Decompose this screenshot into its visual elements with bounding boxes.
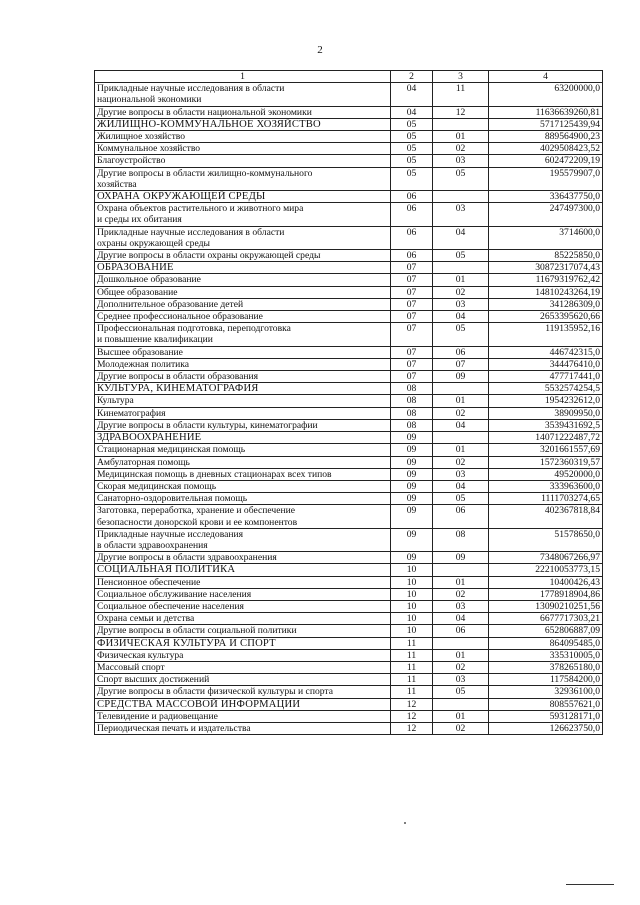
row-amount: 119135952,16 <box>489 323 603 346</box>
row-name-line: охраны окружающей среды <box>97 237 210 249</box>
row-subsection-code: 03 <box>433 600 489 612</box>
row-amount: 11636639260,81 <box>489 106 603 118</box>
row-name-line: Санаторно-оздоровительная помощь <box>97 493 248 505</box>
row-section-code: 08 <box>391 383 433 395</box>
row-amount: 10400426,43 <box>489 576 603 588</box>
budget-table <box>94 70 603 735</box>
row-subsection-code: 03 <box>433 298 489 310</box>
row-name-line: Прикладные научные исследования в области <box>97 83 285 95</box>
row-section-code: 06 <box>391 226 433 249</box>
row-subsection-code: 06 <box>433 505 489 528</box>
row-name-line: и среды их обитания <box>97 214 182 226</box>
row-name-line: ЖИЛИЩНО-КОММУНАЛЬНОЕ ХОЗЯЙСТВО <box>97 118 321 130</box>
row-section-code: 12 <box>391 722 433 734</box>
row-name-line: национальной экономики <box>97 94 202 106</box>
row-amount: 1778918904,86 <box>489 588 603 600</box>
row-name-cell <box>95 395 391 407</box>
section-row <box>95 262 603 274</box>
table-row <box>95 131 603 143</box>
row-name-line: Высшее образование <box>97 346 183 358</box>
row-name-cell <box>95 323 391 346</box>
row-name-cell <box>95 456 391 468</box>
row-amount: 402367818,84 <box>489 505 603 528</box>
table-row <box>95 468 603 480</box>
row-section-code: 09 <box>391 552 433 564</box>
row-amount: 38909950,0 <box>489 407 603 419</box>
row-name-line: Культура <box>97 395 134 407</box>
row-section-code: 09 <box>391 528 433 551</box>
row-name-cell <box>95 505 391 528</box>
row-amount: 13090210251,56 <box>489 600 603 612</box>
row-section-code: 10 <box>391 576 433 588</box>
row-name-line: Физическая культура <box>97 649 184 661</box>
table-row <box>95 395 603 407</box>
row-subsection-code: 04 <box>433 311 489 323</box>
row-name-cell <box>95 298 391 310</box>
row-name-line: Дошкольное образование <box>97 274 201 286</box>
row-name-cell <box>95 722 391 734</box>
row-name-line: Стационарная медицинская помощь <box>97 444 246 456</box>
row-subsection-code: 02 <box>433 588 489 600</box>
row-amount: 126623750,0 <box>489 722 603 734</box>
row-section-code: 11 <box>391 649 433 661</box>
row-name-cell <box>95 155 391 167</box>
row-subsection-code: 12 <box>433 106 489 118</box>
row-name-line: Прикладные научные исследования <box>97 528 244 540</box>
table-row <box>95 600 603 612</box>
row-name-line: ОБРАЗОВАНИЕ <box>97 262 174 274</box>
row-section-code: 07 <box>391 262 433 274</box>
row-section-code: 07 <box>391 358 433 370</box>
row-amount: 593128171,0 <box>489 710 603 722</box>
row-section-code: 10 <box>391 613 433 625</box>
row-name-line: Спорт высших достижений <box>97 674 210 686</box>
row-section-code: 12 <box>391 710 433 722</box>
row-name-cell <box>95 552 391 564</box>
row-subsection-code: 05 <box>433 167 489 190</box>
row-name-line: Другие вопросы в области жилищно-коммунального <box>97 167 313 179</box>
row-subsection-code: 08 <box>433 528 489 551</box>
row-name-cell <box>95 346 391 358</box>
row-subsection-code: 03 <box>433 155 489 167</box>
row-name-cell <box>95 383 391 395</box>
row-subsection-code: 02 <box>433 407 489 419</box>
row-amount: 341286309,0 <box>489 298 603 310</box>
table-row <box>95 528 603 551</box>
row-section-code: 10 <box>391 625 433 637</box>
row-name-line: Массовый спорт <box>97 661 165 673</box>
row-name-cell <box>95 710 391 722</box>
row-section-code: 08 <box>391 407 433 419</box>
row-section-code: 11 <box>391 637 433 649</box>
row-amount: 864095485,0 <box>489 637 603 649</box>
row-name-line: Социальное обеспечение населения <box>97 600 244 612</box>
row-name-cell <box>95 191 391 203</box>
row-name-line: Периодическая печать и издательства <box>97 722 251 734</box>
row-name-line: Кинематография <box>97 407 166 419</box>
table-row <box>95 203 603 226</box>
row-section-code: 09 <box>391 493 433 505</box>
row-name-line: Другие вопросы в области охраны окружающей среды <box>97 250 321 262</box>
row-section-code: 09 <box>391 468 433 480</box>
row-subsection-code: 01 <box>433 710 489 722</box>
row-name-line: Другие вопросы в области физической культуры и спорта <box>97 686 333 698</box>
table-row <box>95 298 603 310</box>
row-subsection-code: 01 <box>433 444 489 456</box>
row-name-line: Заготовка, переработка, хранение и обеспечение <box>97 505 295 517</box>
row-name-cell <box>95 419 391 431</box>
table-row <box>95 358 603 370</box>
row-section-code: 05 <box>391 143 433 155</box>
row-name-line: ЗДРАВООХРАНЕНИЕ <box>97 432 202 444</box>
row-subsection-code: 04 <box>433 226 489 249</box>
table-row <box>95 686 603 698</box>
row-name-line: хозяйства <box>97 178 137 190</box>
row-subsection-code <box>433 432 489 444</box>
row-amount: 336437750,0 <box>489 191 603 203</box>
row-name-line: ФИЗИЧЕСКАЯ КУЛЬТУРА И СПОРТ <box>97 637 276 649</box>
row-amount: 335310005,0 <box>489 649 603 661</box>
row-name-cell <box>95 674 391 686</box>
row-amount: 49520000,0 <box>489 468 603 480</box>
row-name-cell <box>95 698 391 710</box>
table-row <box>95 407 603 419</box>
row-subsection-code: 01 <box>433 576 489 588</box>
table-row <box>95 552 603 564</box>
row-name-line: Жилищное хозяйство <box>97 131 186 143</box>
row-section-code: 07 <box>391 286 433 298</box>
row-section-code: 07 <box>391 311 433 323</box>
row-section-code: 11 <box>391 661 433 673</box>
header-col-3: 3 <box>433 71 489 83</box>
row-subsection-code: 03 <box>433 674 489 686</box>
row-name-line: Охрана объектов растительного и животного мира <box>97 203 304 215</box>
table-row <box>95 106 603 118</box>
row-subsection-code <box>433 262 489 274</box>
row-amount: 3714600,0 <box>489 226 603 249</box>
row-amount: 63200000,0 <box>489 83 603 106</box>
row-name-cell <box>95 637 391 649</box>
row-name-line: в области здравоохранения <box>97 539 208 551</box>
row-section-code: 05 <box>391 118 433 130</box>
table-row <box>95 311 603 323</box>
row-name-cell <box>95 131 391 143</box>
row-amount: 1111703274,65 <box>489 493 603 505</box>
table-row <box>95 155 603 167</box>
row-amount: 117584200,0 <box>489 674 603 686</box>
row-section-code: 06 <box>391 203 433 226</box>
row-amount: 1954232612,0 <box>489 395 603 407</box>
row-amount: 85225850,0 <box>489 250 603 262</box>
table-row <box>95 722 603 734</box>
table-row <box>95 419 603 431</box>
row-name-line: и повышение квалификации <box>97 334 213 346</box>
row-section-code: 11 <box>391 674 433 686</box>
row-section-code: 05 <box>391 167 433 190</box>
row-amount: 602472209,19 <box>489 155 603 167</box>
row-amount: 30872317074,43 <box>489 262 603 274</box>
row-section-code: 05 <box>391 155 433 167</box>
row-subsection-code: 02 <box>433 661 489 673</box>
row-section-code: 10 <box>391 564 433 576</box>
row-section-code: 06 <box>391 250 433 262</box>
row-name-cell <box>95 262 391 274</box>
header-col-1: 1 <box>95 71 391 83</box>
row-name-cell <box>95 286 391 298</box>
table-row <box>95 444 603 456</box>
row-subsection-code: 07 <box>433 358 489 370</box>
row-section-code: 07 <box>391 323 433 346</box>
row-subsection-code <box>433 191 489 203</box>
row-name-line: Пенсионное обеспечение <box>97 576 201 588</box>
row-section-code: 07 <box>391 274 433 286</box>
row-amount: 889564900,23 <box>489 131 603 143</box>
row-name-cell <box>95 493 391 505</box>
row-name-line: КУЛЬТУРА, КИНЕМАТОГРАФИЯ <box>97 383 259 395</box>
row-name-cell <box>95 250 391 262</box>
row-amount: 7348067266,97 <box>489 552 603 564</box>
row-subsection-code: 02 <box>433 143 489 155</box>
table-row <box>95 480 603 492</box>
footer-line <box>566 884 614 885</box>
table-row <box>95 505 603 528</box>
row-name-cell <box>95 576 391 588</box>
row-name-line: Прикладные научные исследования в области <box>97 226 285 238</box>
table-row <box>95 613 603 625</box>
row-subsection-code: 01 <box>433 395 489 407</box>
table-row <box>95 323 603 346</box>
row-name-cell <box>95 564 391 576</box>
row-amount: 1572360319,57 <box>489 456 603 468</box>
row-subsection-code: 09 <box>433 371 489 383</box>
row-section-code: 09 <box>391 480 433 492</box>
row-section-code: 12 <box>391 698 433 710</box>
row-name-line: Телевидение и радиовещание <box>97 710 218 722</box>
row-section-code: 05 <box>391 131 433 143</box>
table-row <box>95 83 603 106</box>
row-name-line: Молодежная политика <box>97 358 190 370</box>
row-amount: 14810243264,19 <box>489 286 603 298</box>
row-section-code: 07 <box>391 298 433 310</box>
row-amount: 333963600,0 <box>489 480 603 492</box>
table-row <box>95 143 603 155</box>
row-name-line: Профессиональная подготовка, переподготовка <box>97 323 291 335</box>
table-row <box>95 649 603 661</box>
row-amount: 4029508423,52 <box>489 143 603 155</box>
row-name-cell <box>95 311 391 323</box>
stray-mark <box>404 822 406 824</box>
row-amount: 6677717303,21 <box>489 613 603 625</box>
row-name-line: Медицинская помощь в дневных стационарах всех типов <box>97 468 332 480</box>
table-row <box>95 661 603 673</box>
row-amount: 3539431692,5 <box>489 419 603 431</box>
row-subsection-code: 05 <box>433 686 489 698</box>
row-subsection-code: 04 <box>433 480 489 492</box>
row-name-cell <box>95 600 391 612</box>
table-row <box>95 250 603 262</box>
row-amount: 378265180,0 <box>489 661 603 673</box>
row-section-code: 11 <box>391 686 433 698</box>
header-col-2: 2 <box>391 71 433 83</box>
table-row <box>95 493 603 505</box>
row-name-cell <box>95 480 391 492</box>
row-section-code: 09 <box>391 444 433 456</box>
row-amount: 195579907,0 <box>489 167 603 190</box>
table-row <box>95 710 603 722</box>
row-name-line: Дополнительное образование детей <box>97 298 244 310</box>
section-row <box>95 191 603 203</box>
row-section-code: 07 <box>391 346 433 358</box>
table-row <box>95 576 603 588</box>
table-header-row <box>95 71 603 83</box>
row-subsection-code: 03 <box>433 468 489 480</box>
table-row <box>95 674 603 686</box>
row-name-cell <box>95 167 391 190</box>
table-body <box>95 83 603 735</box>
row-amount: 51578650,0 <box>489 528 603 551</box>
row-subsection-code: 05 <box>433 493 489 505</box>
section-row <box>95 564 603 576</box>
row-name-cell <box>95 661 391 673</box>
row-name-line: СОЦИАЛЬНАЯ ПОЛИТИКА <box>97 564 236 576</box>
row-subsection-code: 06 <box>433 625 489 637</box>
row-section-code: 04 <box>391 83 433 106</box>
table-row <box>95 274 603 286</box>
row-subsection-code: 03 <box>433 203 489 226</box>
section-row <box>95 118 603 130</box>
row-subsection-code: 05 <box>433 250 489 262</box>
row-section-code: 10 <box>391 588 433 600</box>
row-name-cell <box>95 106 391 118</box>
row-amount: 32936100,0 <box>489 686 603 698</box>
row-subsection-code: 01 <box>433 274 489 286</box>
row-subsection-code <box>433 698 489 710</box>
row-name-cell <box>95 432 391 444</box>
row-name-cell <box>95 83 391 106</box>
row-subsection-code: 01 <box>433 649 489 661</box>
table-row <box>95 625 603 637</box>
row-name-cell <box>95 468 391 480</box>
row-amount: 22210053773,15 <box>489 564 603 576</box>
row-section-code: 08 <box>391 419 433 431</box>
row-name-line: Другие вопросы в области культуры, кинематографии <box>97 419 318 431</box>
row-name-cell <box>95 625 391 637</box>
table-row <box>95 167 603 190</box>
row-name-line: Другие вопросы в области социальной политики <box>97 625 297 637</box>
row-amount: 446742315,0 <box>489 346 603 358</box>
header-col-4: 4 <box>489 71 603 83</box>
row-amount: 5717125439,94 <box>489 118 603 130</box>
row-name-cell <box>95 444 391 456</box>
row-subsection-code: 01 <box>433 131 489 143</box>
row-name-cell <box>95 118 391 130</box>
row-subsection-code: 02 <box>433 722 489 734</box>
table-row <box>95 371 603 383</box>
row-name-cell <box>95 649 391 661</box>
row-name-line: Другие вопросы в области образования <box>97 371 259 383</box>
row-section-code: 09 <box>391 432 433 444</box>
row-amount: 5532574254,5 <box>489 383 603 395</box>
row-name-cell <box>95 528 391 551</box>
row-section-code: 08 <box>391 395 433 407</box>
row-name-line: Скорая медицинская помощь <box>97 480 217 492</box>
table-row <box>95 346 603 358</box>
row-name-cell <box>95 203 391 226</box>
row-subsection-code: 04 <box>433 419 489 431</box>
row-subsection-code <box>433 637 489 649</box>
row-subsection-code: 06 <box>433 346 489 358</box>
row-name-line: Амбулаторная помощь <box>97 456 190 468</box>
row-subsection-code: 05 <box>433 323 489 346</box>
row-name-line: Социальное обслуживание населения <box>97 588 252 600</box>
row-subsection-code <box>433 383 489 395</box>
row-section-code: 09 <box>391 505 433 528</box>
row-name-cell <box>95 274 391 286</box>
row-name-cell <box>95 686 391 698</box>
row-subsection-code <box>433 118 489 130</box>
row-name-line: Коммунальное хозяйство <box>97 143 201 155</box>
row-subsection-code: 11 <box>433 83 489 106</box>
row-amount: 247497300,0 <box>489 203 603 226</box>
row-name-cell <box>95 143 391 155</box>
row-name-line: Благоустройство <box>97 155 166 167</box>
row-amount: 477717441,0 <box>489 371 603 383</box>
row-name-cell <box>95 371 391 383</box>
row-amount: 3201661557,69 <box>489 444 603 456</box>
row-section-code: 09 <box>391 456 433 468</box>
row-name-cell <box>95 613 391 625</box>
row-name-line: Другие вопросы в области национальной экономики <box>97 106 312 118</box>
section-row <box>95 432 603 444</box>
row-section-code: 07 <box>391 371 433 383</box>
row-amount: 652806887,09 <box>489 625 603 637</box>
section-row <box>95 698 603 710</box>
table-row <box>95 588 603 600</box>
row-name-line: СРЕДСТВА МАССОВОЙ ИНФОРМАЦИИ <box>97 698 301 710</box>
row-name-line: безопасности донорской крови и ее компонентов <box>97 516 298 528</box>
row-subsection-code: 04 <box>433 613 489 625</box>
row-name-cell <box>95 358 391 370</box>
row-amount: 2653395620,66 <box>489 311 603 323</box>
row-section-code: 06 <box>391 191 433 203</box>
table-row <box>95 286 603 298</box>
table-row <box>95 226 603 249</box>
row-amount: 808557621,0 <box>489 698 603 710</box>
page-number: 2 <box>317 44 323 56</box>
row-subsection-code: 02 <box>433 286 489 298</box>
row-subsection-code: 09 <box>433 552 489 564</box>
row-name-cell <box>95 226 391 249</box>
row-name-line: Общее образование <box>97 286 178 298</box>
row-amount: 344476410,0 <box>489 358 603 370</box>
section-row <box>95 637 603 649</box>
section-row <box>95 383 603 395</box>
row-subsection-code <box>433 564 489 576</box>
row-amount: 14071222487,72 <box>489 432 603 444</box>
row-name-line: ОХРАНА ОКРУЖАЮЩЕЙ СРЕДЫ <box>97 191 266 203</box>
row-name-cell <box>95 407 391 419</box>
row-name-line: Охрана семьи и детства <box>97 613 195 625</box>
row-name-line: Среднее профессиональное образование <box>97 311 263 323</box>
row-section-code: 10 <box>391 600 433 612</box>
row-amount: 11679319762,42 <box>489 274 603 286</box>
table-row <box>95 456 603 468</box>
row-subsection-code: 02 <box>433 456 489 468</box>
row-name-line: Другие вопросы в области здравоохранения <box>97 552 277 564</box>
row-section-code: 04 <box>391 106 433 118</box>
row-name-cell <box>95 588 391 600</box>
